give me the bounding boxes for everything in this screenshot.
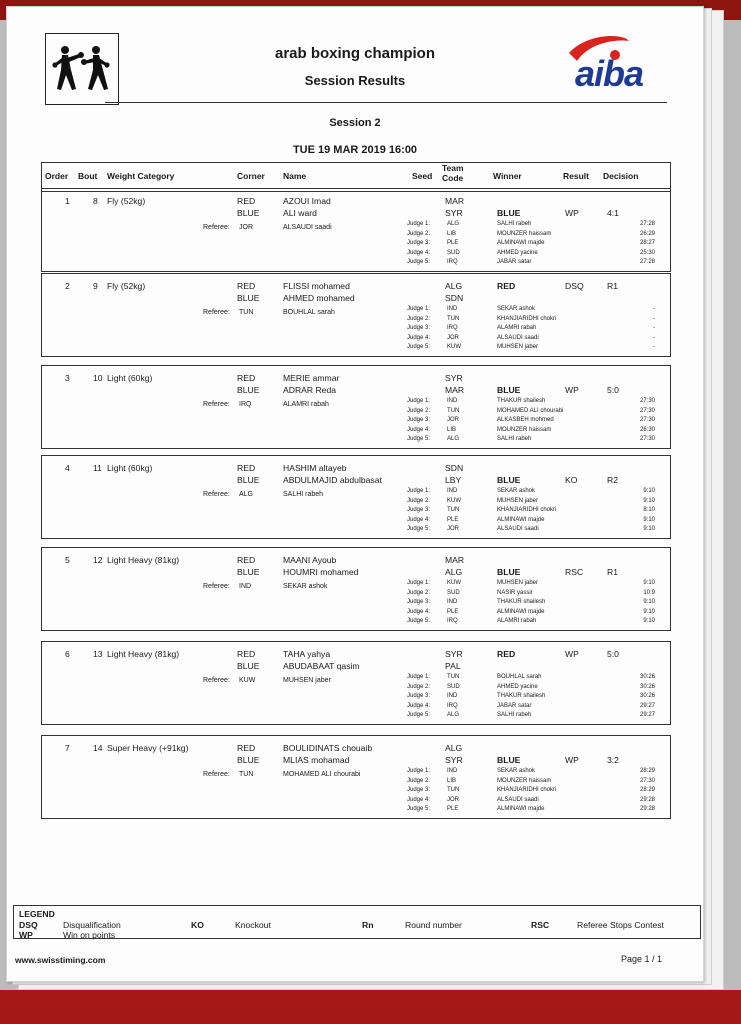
judge-country: LIB (447, 777, 457, 784)
judge-score: - (653, 334, 655, 341)
judge-name: SEKAR ashok (497, 768, 536, 774)
judge-score: 8:10 (643, 507, 655, 513)
judge-country: SUD (447, 589, 460, 596)
judge-label: Judge 3: (407, 787, 431, 793)
judge-name: JABAR satar (497, 702, 532, 709)
winner: RED (497, 281, 516, 291)
judge-name: MOHAMED ALI chourabi (497, 407, 564, 414)
results-sheet (6, 6, 704, 982)
judge-country: IND (447, 398, 458, 404)
judge-country: PLE (447, 240, 459, 246)
judge-name: MOUNZER haissam (497, 777, 552, 784)
red-corner-label: RED (237, 743, 256, 753)
blue-boxer-name: ADRAR Reda (283, 385, 337, 395)
winner: BLUE (497, 567, 521, 577)
winner: BLUE (497, 755, 521, 765)
blue-team-code: SYR (445, 208, 463, 218)
blue-corner-label: BLUE (237, 567, 260, 577)
winner: BLUE (497, 208, 521, 218)
judge-name: SALHI rabeh (497, 436, 532, 442)
judge-name: KHANJIARIDHI chokri (497, 315, 557, 322)
legend-meaning-rsc: Referee Stops Contest (577, 920, 664, 930)
judge-name: MUHSEN jaber (497, 344, 539, 350)
judge-score: 9:10 (643, 488, 655, 494)
session-date: TUE 19 MAR 2019 16:00 (292, 144, 418, 156)
footer-page-number: Page 1 / 1 (621, 954, 663, 964)
referee-name: SEKAR ashok (283, 583, 328, 590)
judge-label: Judge 4: (407, 516, 431, 523)
judge-label: Judge 1: (407, 488, 431, 494)
judge-label: Judge 3: (407, 599, 431, 605)
blue-team-code: SDN (445, 293, 464, 303)
red-team-code: MAR (445, 196, 465, 206)
judge-name: ALMINAWI majde (497, 608, 545, 615)
judge-score: - (653, 315, 655, 322)
judge-label: Judge 5: (407, 344, 431, 350)
judge-country: SUD (447, 683, 460, 690)
judge-label: Judge 5: (407, 259, 431, 265)
judge-name: MUHSEN jaber (497, 580, 539, 586)
decision: 3:2 (607, 755, 619, 765)
judge-label: Judge 3: (407, 417, 431, 423)
judge-name: KHANJIARIDHI chokri (497, 507, 557, 513)
bout-order: 6 (65, 649, 70, 659)
blue-team-code: ALG (445, 567, 463, 577)
col-weight-category: Weight Category (107, 171, 175, 181)
judge-country: JOR (447, 417, 459, 423)
judge-country: IND (447, 768, 458, 774)
judge-label: Judge 4: (407, 702, 431, 709)
judge-country: TUN (447, 315, 460, 322)
red-team-code: SDN (445, 463, 464, 473)
judge-label: Judge 4: (407, 608, 431, 615)
judge-label: Judge 4: (407, 334, 431, 341)
judge-score: 9:10 (643, 516, 655, 523)
bout-order: 5 (65, 555, 70, 565)
red-corner-label: RED (237, 649, 256, 659)
blue-team-code: LBY (445, 475, 462, 485)
judge-country: JOR (447, 334, 459, 341)
legend-meaning-wp: Win on points (63, 930, 116, 940)
referee-label: Referee: (203, 224, 230, 231)
weight-category: Light Heavy (81kg) (107, 649, 180, 659)
legend-code-ko: KO (191, 920, 204, 930)
referee-label: Referee: (203, 401, 230, 408)
bout-number: 11 (93, 463, 102, 473)
event-title: arab boxing champion (274, 45, 436, 62)
judge-score: 30:26 (639, 693, 655, 699)
judge-label: Judge 3: (407, 507, 431, 513)
judge-name: ALMINAWI majde (497, 240, 545, 246)
legend-code-rsc: RSC (531, 920, 550, 930)
legend-meaning-ko: Knockout (235, 920, 271, 930)
judge-country: TUN (447, 507, 460, 513)
referee-country: IRQ (239, 401, 252, 408)
judge-score: 25:30 (639, 249, 655, 256)
weight-category: Light (60kg) (107, 373, 153, 383)
judge-label: Judge 2: (407, 230, 431, 237)
col-seed: Seed (412, 171, 433, 181)
bout-order: 4 (65, 463, 70, 473)
judge-label: Judge 2: (407, 777, 431, 784)
judge-name: SEKAR ashok (497, 306, 536, 312)
red-team-code: ALG (445, 281, 463, 291)
judge-country: IND (447, 306, 458, 312)
judge-score: 9:10 (643, 497, 655, 504)
blue-team-code: MAR (445, 385, 465, 395)
judge-score: 10:9 (643, 589, 655, 596)
referee-name: BOUHLAL sarah (283, 309, 335, 316)
judge-label: Judge 3: (407, 693, 431, 699)
judge-score: 9:10 (643, 599, 655, 605)
judge-name: MOUNZER haissam (497, 426, 552, 433)
red-team-code: SYR (445, 649, 463, 659)
legend-code-wp: WP (19, 930, 33, 940)
judge-score: 9:10 (643, 526, 655, 532)
col-winner: Winner (493, 171, 522, 181)
judge-name: NASIR yassir (497, 589, 533, 596)
aiba-wordmark: aiba (575, 53, 644, 94)
judge-label: Judge 1: (407, 306, 431, 312)
judge-score: 29:27 (639, 712, 655, 718)
judge-name: ALMINAWI majde (497, 806, 545, 812)
blue-boxer-name: ALI ward (283, 208, 317, 218)
judge-label: Judge 4: (407, 426, 431, 433)
judge-name: JABAR satar (497, 259, 532, 265)
red-boxer-name: BOULIDINATS chouaib (283, 743, 373, 753)
judge-label: Judge 1: (407, 768, 431, 774)
red-boxer-name: HASHIM altayeb (283, 463, 347, 473)
judge-country: KUW (447, 580, 461, 586)
boxing-pictogram-logo (45, 33, 119, 105)
judge-name: THAKUR shailesh (497, 599, 546, 605)
judge-score: - (653, 325, 655, 331)
bout-order: 2 (65, 281, 70, 291)
bout-order: 7 (65, 743, 70, 753)
judge-label: Judge 3: (407, 240, 431, 246)
judge-score: 27:30 (639, 398, 655, 404)
judge-score: 9:10 (643, 618, 655, 624)
referee-country: KUW (239, 677, 256, 684)
decision: 4:1 (607, 208, 619, 218)
judge-label: Judge 5: (407, 712, 431, 718)
referee-country: JOR (239, 224, 253, 231)
col-name: Name (283, 171, 307, 181)
blue-boxer-name: MLIAS mohamad (283, 755, 350, 765)
blue-corner-label: BLUE (237, 661, 260, 671)
red-boxer-name: MERIE ammar (283, 373, 340, 383)
judge-score: 26:30 (639, 426, 655, 433)
result: WP (565, 208, 579, 218)
red-boxer-name: TAHA yahya (283, 649, 331, 659)
decision: R2 (607, 475, 618, 485)
legend-code-dsq: DSQ (19, 920, 38, 930)
judge-name: ALAMRI rabah (497, 325, 537, 331)
referee-name: ALAMRI rabah (283, 401, 329, 408)
referee-name: SALHI rabeh (283, 491, 324, 498)
bout-order: 1 (65, 196, 70, 206)
judge-country: SUD (447, 249, 460, 256)
red-team-code: ALG (445, 743, 463, 753)
legend-meaning-rn: Round number (405, 920, 462, 930)
judge-label: Judge 2: (407, 683, 431, 690)
judge-score: 28:29 (639, 787, 655, 793)
judge-country: TUN (447, 787, 460, 793)
referee-country: TUN (239, 771, 254, 778)
weight-category: Super Heavy (+91kg) (107, 743, 189, 753)
blue-corner-label: BLUE (237, 208, 260, 218)
result: RSC (565, 567, 584, 577)
red-corner-label: RED (237, 555, 256, 565)
judge-score: 27:30 (639, 407, 655, 414)
col-result: Result (563, 171, 589, 181)
judge-score: 28:27 (639, 240, 655, 246)
result: WP (565, 755, 579, 765)
decision: 5:0 (607, 385, 619, 395)
judge-score: 29:28 (639, 806, 655, 812)
judge-score: 26:29 (639, 230, 655, 237)
judge-label: Judge 5: (407, 526, 431, 532)
judge-name: ALKASBEH mohmed (497, 417, 554, 423)
judge-score: 27:30 (639, 436, 655, 442)
judge-name: ALSAUDI saadi (497, 796, 539, 803)
red-corner-label: RED (237, 463, 256, 473)
weight-category: Light Heavy (81kg) (107, 555, 180, 565)
judge-name: SEKAR ashok (497, 488, 536, 494)
legend-title: LEGEND (19, 909, 55, 919)
judge-country: ALG (447, 436, 460, 442)
winner: BLUE (497, 385, 521, 395)
judge-label: Judge 2: (407, 315, 431, 322)
col-bout: Bout (78, 171, 98, 181)
red-corner-label: RED (237, 373, 256, 383)
judge-name: ALAMRI rabah (497, 618, 537, 624)
judge-score: 30:26 (639, 683, 655, 690)
judge-country: ALG (447, 712, 460, 718)
referee-country: TUN (239, 309, 254, 316)
blue-team-code: SYR (445, 755, 463, 765)
result: KO (565, 475, 578, 485)
judge-score: 27:30 (639, 777, 655, 784)
col-order: Order (45, 171, 69, 181)
blue-corner-label: BLUE (237, 385, 260, 395)
result: WP (565, 385, 579, 395)
judge-score: 29:28 (639, 796, 655, 803)
judge-country: IRQ (447, 618, 458, 624)
judge-country: IRQ (447, 702, 458, 709)
result: WP (565, 649, 579, 659)
judge-name: AHMED yacine (497, 683, 538, 690)
judge-score: 27:28 (639, 221, 655, 227)
judge-score: - (653, 306, 655, 312)
blue-boxer-name: ABDULMAJID abdulbasat (283, 475, 382, 485)
judge-name: AHMED yacine (497, 249, 538, 256)
judge-label: Judge 1: (407, 580, 431, 586)
judge-name: KHANJIARIDHI chokri (497, 787, 557, 793)
red-team-code: SYR (445, 373, 463, 383)
session-label: Session 2 (329, 117, 381, 129)
aiba-logo (563, 31, 659, 95)
judge-score: 30:26 (639, 674, 655, 680)
judge-label: Judge 5: (407, 618, 431, 624)
judge-label: Judge 2: (407, 589, 431, 596)
judge-country: LIB (447, 426, 457, 433)
judge-country: TUN (447, 407, 460, 414)
judge-country: IRQ (447, 325, 458, 331)
winner: RED (497, 649, 516, 659)
referee-label: Referee: (203, 491, 230, 498)
judge-label: Judge 1: (407, 398, 431, 404)
judge-country: KUW (447, 497, 461, 504)
blue-boxer-name: AHMED mohamed (283, 293, 355, 303)
judge-country: TUN (447, 674, 460, 680)
judge-score: 29:27 (639, 702, 655, 709)
background-bottom (0, 990, 741, 1024)
legend-meaning-dsq: Disqualification (63, 920, 121, 930)
col-team-code: Team Code (442, 163, 464, 183)
judge-score: 9:10 (643, 580, 655, 586)
bout-number: 14 (93, 743, 103, 753)
red-corner-label: RED (237, 281, 256, 291)
decision: R1 (607, 281, 618, 291)
bout-number: 8 (93, 196, 98, 206)
judge-country: IND (447, 488, 458, 494)
red-corner-label: RED (237, 196, 256, 206)
blue-team-code: PAL (445, 661, 461, 671)
referee-name: MOHAMED ALI chourabi (283, 771, 361, 778)
judge-country: LIB (447, 230, 457, 237)
blue-boxer-name: ABUDABAAT qasim (283, 661, 360, 671)
referee-label: Referee: (203, 677, 230, 684)
referee-country: IND (239, 583, 252, 590)
result: DSQ (565, 281, 584, 291)
judge-label: Judge 4: (407, 796, 431, 803)
judge-country: IND (447, 599, 458, 605)
bout-number: 10 (93, 373, 103, 383)
blue-corner-label: BLUE (237, 293, 260, 303)
decision: R1 (607, 567, 618, 577)
referee-label: Referee: (203, 309, 230, 316)
judge-label: Judge 1: (407, 674, 431, 680)
bout-number: 12 (93, 555, 103, 565)
winner: BLUE (497, 475, 521, 485)
referee-country: ALG (239, 491, 254, 498)
judge-label: Judge 3: (407, 325, 431, 331)
judge-score: 28:29 (639, 768, 655, 774)
red-boxer-name: FLISSI mohamed (283, 281, 350, 291)
blue-boxer-name: HOUMRI mohamed (283, 567, 359, 577)
referee-name: ALSAUDI saadi (283, 224, 332, 231)
judge-name: SALHI rabeh (497, 712, 532, 718)
judge-name: SALHI rabeh (497, 221, 532, 227)
judge-country: PLE (447, 608, 459, 615)
weight-category: Fly (52kg) (107, 281, 146, 291)
footer-website[interactable]: www.swisstiming.com (15, 955, 106, 965)
judge-name: ALSAUDI saadi (497, 526, 539, 532)
header-rule (105, 102, 667, 103)
col-decision: Decision (603, 171, 639, 181)
red-boxer-name: MAANI Ayoub (283, 555, 337, 565)
judge-score: - (653, 344, 655, 350)
judge-name: THAKUR shailesh (497, 693, 546, 699)
weight-category: Light (60kg) (107, 463, 153, 473)
red-team-code: MAR (445, 555, 465, 565)
col-corner: Corner (237, 171, 265, 181)
judge-country: PLE (447, 516, 459, 523)
judge-country: IRQ (447, 259, 458, 265)
judge-country: IND (447, 693, 458, 699)
judge-label: Judge 2: (407, 497, 431, 504)
judge-country: PLE (447, 806, 459, 812)
judge-country: JOR (447, 526, 459, 532)
blue-corner-label: BLUE (237, 755, 260, 765)
judge-country: ALG (447, 221, 460, 227)
referee-name: MUHSEN jaber (283, 677, 331, 684)
red-boxer-name: AZOUI Imad (283, 196, 331, 206)
legend-code-rn: Rn (362, 920, 374, 930)
judge-label: Judge 4: (407, 249, 431, 256)
judge-score: 27:30 (639, 417, 655, 423)
judge-name: THAKUR shailesh (497, 398, 546, 404)
bout-number: 9 (93, 281, 98, 291)
referee-label: Referee: (203, 583, 230, 590)
decision: 5:0 (607, 649, 619, 659)
bout-order: 3 (65, 373, 70, 383)
judge-name: ALMINAWI majde (497, 516, 545, 523)
judge-label: Judge 5: (407, 806, 431, 812)
judge-name: MOUNZER haissam (497, 230, 552, 237)
judge-score: 27:28 (639, 259, 655, 265)
judge-name: MUHSEN jaber (497, 497, 539, 504)
judge-label: Judge 1: (407, 221, 431, 227)
judge-name: ALSAUDI saadi (497, 334, 539, 341)
blue-corner-label: BLUE (237, 475, 260, 485)
judge-label: Judge 5: (407, 436, 431, 442)
document-title: Session Results (304, 73, 406, 88)
judge-label: Judge 2: (407, 407, 431, 414)
judge-country: JOR (447, 796, 459, 803)
referee-label: Referee: (203, 771, 230, 778)
judge-score: 9:10 (643, 608, 655, 615)
weight-category: Fly (52kg) (107, 196, 146, 206)
judge-country: KUW (447, 344, 461, 350)
judge-name: BOUHLAL sarah (497, 674, 542, 680)
bout-number: 13 (93, 649, 103, 659)
